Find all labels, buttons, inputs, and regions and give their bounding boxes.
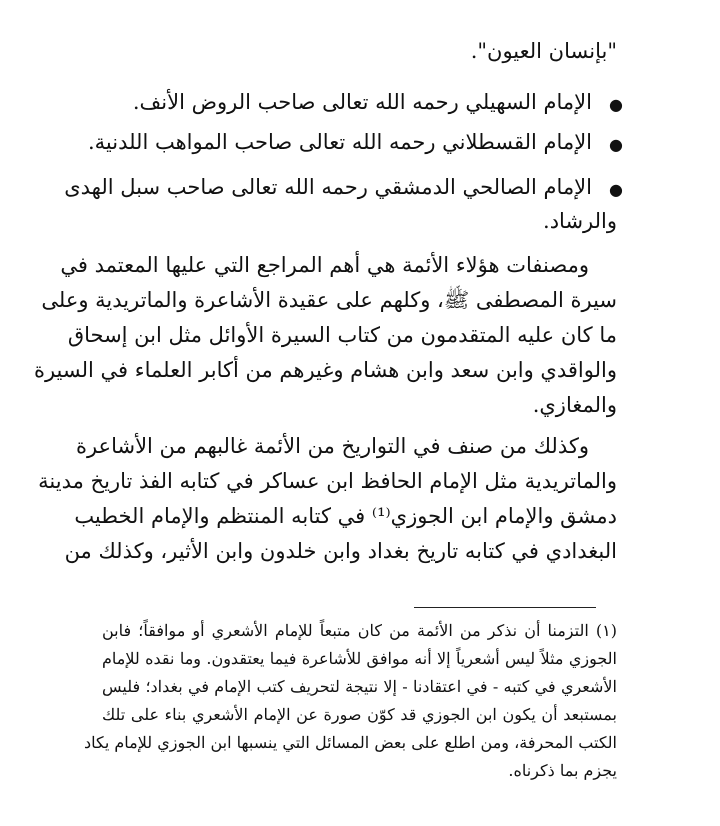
- bullet-item-continuation: والرشاد.: [543, 209, 617, 233]
- paragraph-line: ما كان عليه المتقدمون من كتاب السيرة الأوائل مثل ابن إسحاق: [67, 323, 617, 347]
- paragraph-line: سيرة المصطفى ﷺ، وكلهم على عقيدة الأشاعرة والماتريدية وعلى: [41, 288, 617, 312]
- footnote-line: الجوزي مثلاً ليس أشعرياً إلا أنه موافق للأشاعرة فيما يعتقدون. وما نقده للإمام: [102, 649, 617, 668]
- bullet-item: الإمام الصالحي الدمشقي رحمه الله تعالى صاحب سبل الهدى: [64, 175, 592, 199]
- footnote-line: يجزم بما ذكرناه.: [508, 761, 617, 780]
- paragraph-line: والواقدي وابن سعد وابن هشام وغيرهم من أكابر العلماء في السيرة: [33, 358, 617, 382]
- footnote-line: بمستبعد أن يكون ابن الجوزي قد كوّن صورة عن الإمام الأشعري بناء على تلك: [102, 705, 617, 724]
- paragraph-line: دمشق والإمام ابن الجوزي⁽¹⁾ في كتابه المنتظم والإمام الخطيب: [74, 504, 617, 528]
- paragraph-line: والماتريدية مثل الإمام الحافظ ابن عساكر في كتابه الفذ تاريخ مدينة: [38, 469, 617, 493]
- bullet-dot-icon: ●: [609, 180, 623, 199]
- intro-line: "بإنسان العيون".: [470, 39, 617, 63]
- bullet-dot-icon: ●: [609, 95, 623, 114]
- bullet-dot-icon: ●: [609, 135, 623, 154]
- paragraph-line: وكذلك من صنف في التواريخ من الأئمة غالبهم من الأشاعرة: [75, 434, 589, 458]
- footnote-separator: [414, 607, 596, 608]
- paragraph-line: ومصنفات هؤلاء الأئمة هي أهم المراجع التي عليها المعتمد في: [60, 253, 589, 277]
- bullet-item: الإمام القسطلاني رحمه الله تعالى صاحب المواهب اللدنية.: [87, 130, 592, 154]
- bullet-item: الإمام السهيلي رحمه الله تعالى صاحب الروض الأنف.: [132, 90, 592, 114]
- footnote-line: (١) التزمنا أن نذكر من الأئمة من كان متبعاً للإمام الأشعري أو موافقاً؛ فابن: [102, 621, 617, 640]
- paragraph-line: والمغازي.: [532, 393, 617, 417]
- paragraph-line: البغدادي في كتابه تاريخ بغداد وابن خلدون وابن الأثير، وكذلك من: [64, 539, 617, 563]
- footnote-line: الأشعري في كتبه - في اعتقادنا - إلا نتيجة لتحريف كتب الإمام في بغداد؛ فليس: [102, 677, 617, 696]
- footnote-line: الكتب المحرفة، ومن اطلع على بعض المسائل التي ينسبها ابن الجوزي للإمام يكاد: [84, 733, 617, 752]
